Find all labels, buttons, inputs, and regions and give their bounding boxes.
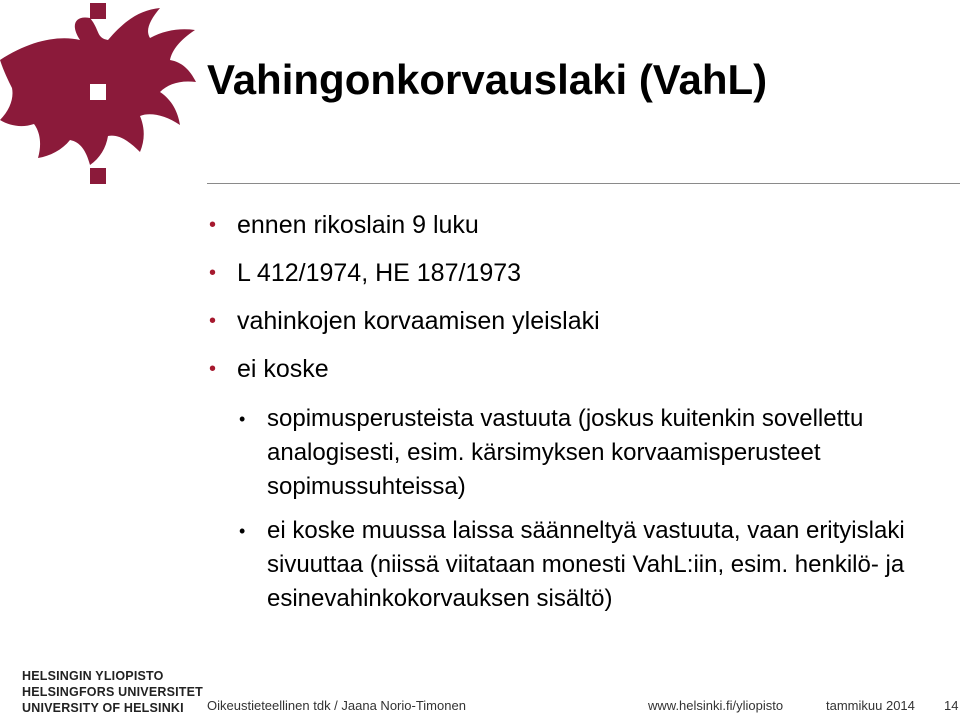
page-number: 14 [944, 698, 959, 713]
bullet-item: • ennen rikoslain 9 luku [207, 210, 937, 240]
university-name-fi: HELSINGIN YLIOPISTO [22, 669, 164, 683]
bullet-list [207, 210, 937, 384]
university-name-sv: HELSINGFORS UNIVERSITET [22, 685, 204, 699]
title-divider [207, 183, 960, 184]
helsinki-flame-logo-icon [0, 0, 200, 190]
sub-bullet-list [237, 402, 937, 624]
footer-url: www.helsinki.fi/yliopisto [648, 698, 784, 713]
university-name-en: UNIVERSITY OF HELSINKI [22, 701, 184, 715]
bullet-item: • L 412/1974, HE 187/1973 [207, 258, 937, 288]
footer-author: Oikeustieteellinen tdk / Jaana Norio-Timonen [207, 698, 466, 713]
slide-title: Vahingonkorvauslaki (VahL) [207, 56, 768, 103]
bullet-item: • vahinkojen korvaamisen yleislaki [207, 306, 937, 336]
sub-bullet-item: • ei koske muussa laissa säänneltyä vastuuta, vaan erityislaki sivuuttaa (niissä viitataan monesti VahL:iin, esim. henkilö- ja esinevahinkokorvauksen sisältö) [237, 514, 937, 616]
bullet-item [207, 354, 937, 384]
footer-date: tammikuu 2014 [826, 698, 915, 713]
sub-bullet-item: • sopimusperusteista vastuuta (joskus kuitenkin sovellettu analogisesti, esim. kärsimyksen korvaamisperusteet sopimussuhteissa) [237, 402, 937, 504]
university-wordmark [22, 668, 203, 716]
bullet-item-label: ei koske [237, 355, 329, 383]
